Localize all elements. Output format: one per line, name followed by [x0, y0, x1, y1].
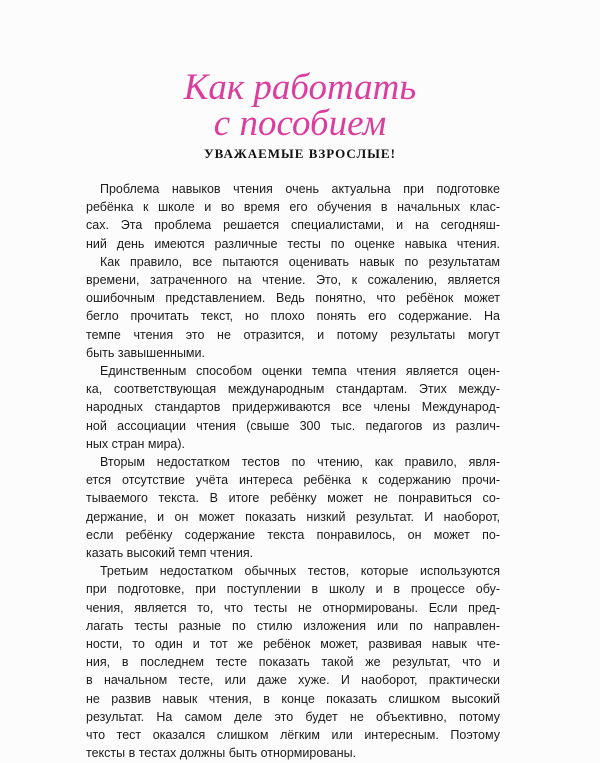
- text-line: держание, и он может показать низкий результат. И наоборот,: [86, 509, 500, 524]
- page-title-line-1: Как работать: [183, 67, 417, 108]
- text-line: что тест оказался слишком лёгким или интересным. Поэтому: [86, 728, 500, 743]
- text-line: ности, то один и тот же ребёнок может, развивая навык чте-: [86, 637, 500, 652]
- text-line: сах. Эта проблема решается специалистами, и на сегодняш-: [86, 218, 500, 233]
- text-line: Как правило, все пытаются оценивать навык по результатам: [100, 254, 500, 269]
- page-subtitle: УВАЖАЕМЫЕ ВЗРОСЛЫЕ!: [204, 146, 396, 161]
- text-line: в начальном тесте, или даже хуже. И наоборот, практически: [86, 673, 500, 688]
- text-line: Единственным способом оценки темпа чтения является оцен-: [100, 364, 500, 379]
- text-line: если ребёнку содержание текста понравилось, он может по-: [86, 527, 500, 542]
- text-line: Вторым недостатком тестов по чтению, как правило, явля-: [100, 455, 500, 470]
- text-line: результат. На самом деле это будет не объективно, потому: [86, 709, 500, 724]
- page-title-line-2: с пособием: [213, 103, 387, 144]
- text-line: ребёнка к школе и во время его обучения в начальных клас-: [86, 200, 500, 215]
- text-line: ной ассоциации чтения (свыше 300 тыс. педагогов из различ-: [86, 418, 500, 433]
- text-line: ошибочным представлением. Ведь понятно, что ребёнок может: [86, 291, 500, 306]
- text-line: ний день имеются различные тесты по оценке навыка чтения.: [86, 236, 500, 251]
- text-line: казать высокий темп чтения.: [86, 546, 254, 561]
- text-line: Проблема навыков чтения очень актуальна при подготовке: [100, 182, 500, 196]
- text-line: ка, соответствующая международным стандартам. Этих между-: [86, 382, 500, 397]
- text-line: тексты в тестах должны быть отнормированы.: [86, 746, 357, 761]
- text-line: ния, в последнем тесте показать такой же результат, что и: [86, 655, 500, 670]
- text-line: быть завышенными.: [86, 345, 205, 360]
- text-line: при подготовке, при поступлении в школу и в процессе обу-: [86, 582, 500, 597]
- text-line: не развив навык чтения, в конце показать слишком высокий: [86, 691, 500, 706]
- text-line: ных стран мира).: [86, 436, 185, 451]
- text-line: тываемого текста. В итоге ребёнку может не понравиться со-: [86, 491, 500, 506]
- text-line: народных стандартов придерживаются все члены Международ-: [86, 400, 500, 415]
- text-line: бегло прочитать текст, но плохо понять его содержание. На: [86, 309, 500, 324]
- text-line: темпе чтения это не отразится, и потому результаты могут: [86, 327, 500, 342]
- text-line: времени, затраченного на чтение. Это, к сожалению, является: [86, 273, 500, 288]
- text-line: ется отсутствие учёта интереса ребёнка к содержанию прочи-: [86, 473, 500, 488]
- text-line: Третьим недостатком обычных тестов, которые используются: [100, 564, 500, 579]
- body-text: [86, 180, 500, 763]
- text-line: чения, является то, что тесты не отнормированы. Если пред-: [86, 600, 500, 615]
- text-line: лагать тесты разные по стилю изложения или по направлен-: [86, 618, 500, 633]
